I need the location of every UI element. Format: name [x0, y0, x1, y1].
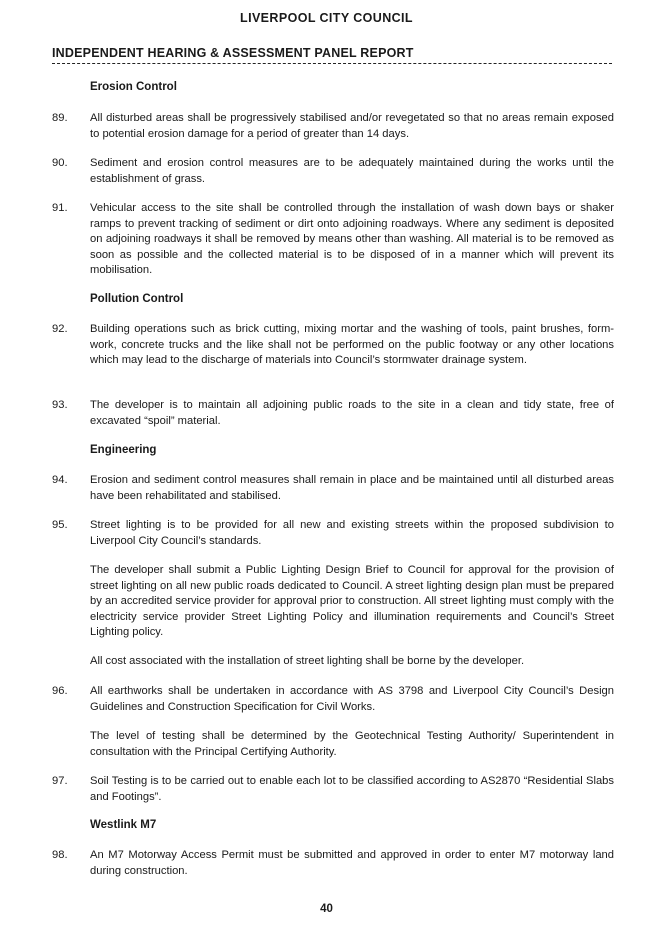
condition-98	[52, 848, 614, 879]
condition-92	[52, 322, 614, 369]
condition-text: Soil Testing is to be carried out to enable each lot to be classified according to AS2870 “Residential Slabs and Footings”.	[90, 775, 614, 803]
condition-text: Building operations such as brick cutting, mixing mortar and the washing of tools, paint brushes, form-work, concrete trucks and the like shall not be performed on the public footway or any other locations which may lead to the discharge of materials into Council’s stormwater drainage system.	[90, 323, 614, 367]
condition-number: 97.	[52, 775, 68, 787]
condition-number: 98.	[52, 849, 68, 861]
council-name: LIVERPOOL CITY COUNCIL	[240, 11, 413, 25]
condition-91	[52, 201, 614, 279]
condition-93	[52, 398, 614, 429]
condition-96	[52, 684, 614, 715]
section-heading-erosion: Erosion Control	[90, 81, 177, 93]
condition-number: 92.	[52, 323, 68, 335]
condition-96-paragraph-2: The level of testing shall be determined by the Geotechnical Testing Authority/ Superintendent in consultation with the Principal Certifying Authority.	[90, 730, 614, 758]
report-title: INDEPENDENT HEARING & ASSESSMENT PANEL REPORT	[52, 46, 414, 60]
condition-94	[52, 473, 614, 504]
section-heading-pollution: Pollution Control	[90, 293, 184, 305]
section-heading-westlink: Westlink M7	[90, 819, 157, 831]
condition-number: 96.	[52, 685, 68, 697]
condition-number: 94.	[52, 474, 68, 486]
condition-text: Vehicular access to the site shall be controlled through the installation of wash down bays or shaker ramps to prevent tracking of sediment or dirt onto adjoining roadways. Where any sediment is deposited on adjoining roadways it shall be removed by means other than washing. All material is to be removed as soon as possible and the collected material is to be disposed of in a manner which will prevent its mobilisation.	[90, 202, 614, 277]
condition-text: All disturbed areas shall be progressively stabilised and/or revegetated so that no areas remain exposed to potential erosion damage for a period of greater than 14 days.	[90, 112, 614, 140]
page-number: 40	[320, 903, 333, 915]
condition-90	[52, 156, 614, 187]
section-heading-engineering: Engineering	[90, 444, 157, 456]
condition-number: 91.	[52, 202, 68, 214]
condition-text: Street lighting is to be provided for all new and existing streets within the proposed subdivision to Liverpool City Council’s standards.	[90, 519, 614, 547]
condition-text: The developer is to maintain all adjoining public roads to the site in a clean and tidy state, free of excavated “spoil” material.	[90, 399, 614, 427]
condition-text: Sediment and erosion control measures are to be adequately maintained during the works until the establishment of grass.	[90, 157, 614, 185]
condition-text: Erosion and sediment control measures shall remain in place and be maintained until all disturbed areas have been rehabilitated and stabilised.	[90, 474, 614, 502]
condition-text: An M7 Motorway Access Permit must be submitted and approved in order to enter M7 motorway land during construction.	[90, 849, 614, 877]
condition-97	[52, 774, 614, 805]
condition-number: 95.	[52, 519, 68, 531]
condition-95-paragraph-2: The developer shall submit a Public Lighting Design Brief to Council for approval for the provision of street lighting on all new public roads dedicated to Council. A street lighting design plan must be prepared by an accredited service provider for approval prior to construction. All street lighting must comply with the electricity service provider Street Lighting Policy and illumination requirements and Council’s Street Lighting policy.	[90, 564, 614, 639]
condition-number: 93.	[52, 399, 68, 411]
condition-number: 90.	[52, 157, 68, 169]
condition-89	[52, 111, 614, 142]
condition-text: All earthworks shall be undertaken in accordance with AS 3798 and Liverpool City Council’s Design Guidelines and Construction Specification for Civil Works.	[90, 685, 614, 713]
condition-number: 89.	[52, 112, 68, 124]
condition-95	[52, 518, 614, 549]
condition-95-paragraph-3: All cost associated with the installation of street lighting shall be borne by the developer.	[90, 655, 525, 667]
header-divider	[52, 63, 612, 64]
